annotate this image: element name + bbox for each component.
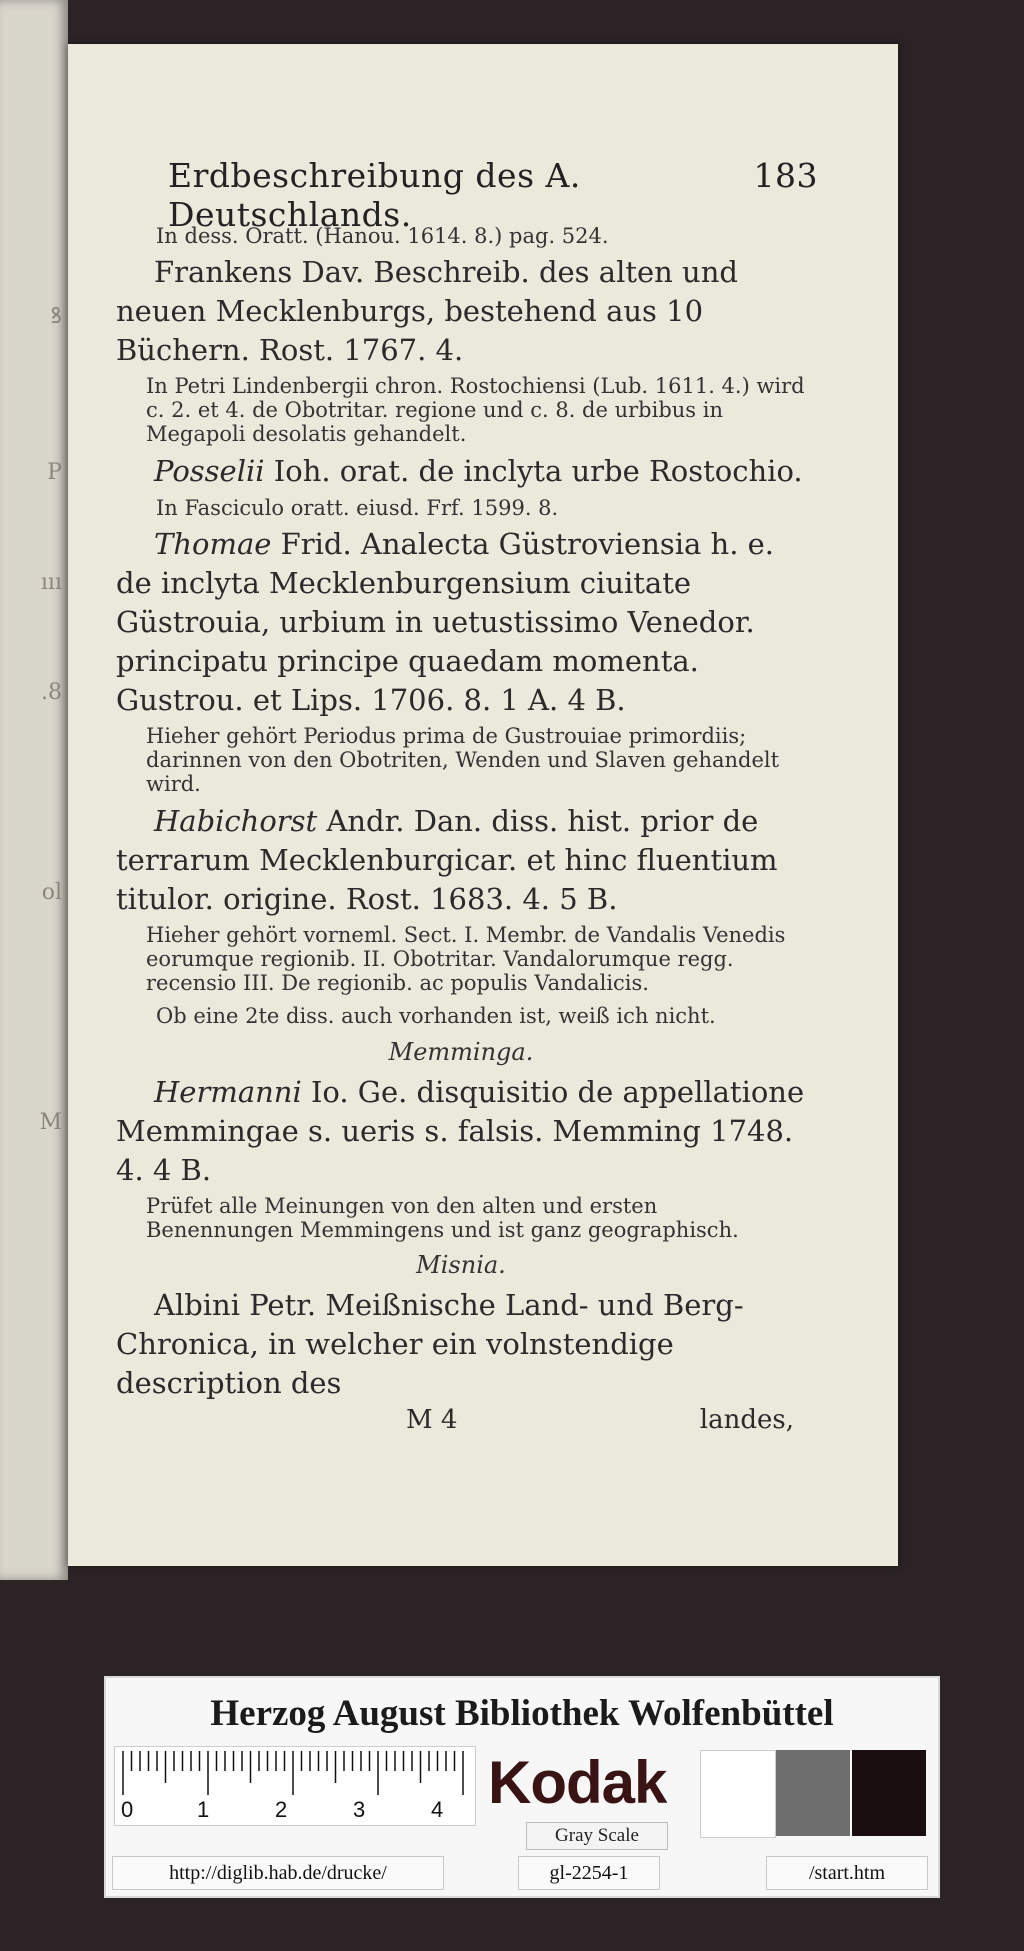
color-target-bar (104, 1676, 940, 1898)
page-number: 183 (753, 156, 818, 195)
book-page (68, 44, 898, 1566)
entry-author: Thomae (154, 527, 272, 561)
ruler-number: 0 (121, 1797, 134, 1822)
entry-text: Andr. Dan. diss. hist. prior de terrarum Mecklenburgicar. et hinc fluentium titulor. origine. Rost. 1683. 4. 5 B. (116, 804, 778, 916)
entry-note: In Petri Lindenbergii chron. Rostochiensi (Lub. 1611. 4.) wird c. 2. et 4. de Obotritar. regione und c. 8. de urbibus in Megapoli desolatis gehandelt. (146, 374, 805, 446)
entry-reference: In dess. Oratt. (Hanou. 1614. 8.) pag. 524. (156, 224, 609, 248)
ghost-text: .8 (41, 680, 62, 705)
entry-author: Habichorst (154, 804, 318, 838)
entry-text: Io. Ge. disquisitio de appellatione Memmingae s. ueris s. falsis. Memming 1748. 4. 4 B. (116, 1075, 805, 1187)
bibliography-entry (116, 452, 806, 491)
section-heading: Memminga. (388, 1038, 534, 1066)
entry-note: Hieher gehört vorneml. Sect. I. Membr. de Vandalis Venedis eorumque regionib. II. Obotritar. Vandalorumque regg. recensio III. De regionib. ac populis Vandalicis. (146, 923, 786, 995)
left-page-edge (0, 0, 68, 1580)
bibliography-entry (116, 1073, 806, 1190)
entry-reference: In Fasciculo oratt. eiusd. Frf. 1599. 8. (156, 496, 559, 520)
ruler-number: 1 (197, 1797, 210, 1822)
ghost-text: P (47, 460, 62, 485)
bibliography-entry (116, 802, 806, 919)
ruler-number: 4 (431, 1797, 444, 1822)
page-body (116, 219, 806, 1435)
entry-author: Posselii (154, 454, 265, 488)
entry-reference: Ob eine 2te diss. auch vorhanden ist, weiß ich nicht. (156, 1004, 716, 1028)
entry-text: Ioh. orat. de inclyta urbe Rostochio. (264, 454, 803, 488)
bibliography-entry (116, 525, 806, 720)
ghost-text: M (39, 1110, 62, 1135)
kodak-logo: Kodak (488, 1749, 667, 1816)
bibliography-entry: Albini Petr. Meißnische Land- und Berg-Chronica, in welcher ein volnstendige description des (116, 1288, 744, 1400)
entry-note: Hieher gehört Periodus prima de Gustrouiae primordiis; darinnen von den Obotriten, Wenden und Slaven gehandelt wird. (146, 724, 780, 796)
gray-scale-label: Gray Scale (526, 1822, 668, 1850)
ghost-text: ꝸ (50, 304, 62, 329)
start-link[interactable]: /start.htm (766, 1856, 928, 1890)
ruler-number: 3 (353, 1797, 366, 1822)
catchword: landes, (699, 1405, 794, 1435)
entry-author: Hermanni (154, 1075, 302, 1109)
black-patch (852, 1750, 926, 1836)
ghost-text: ol (41, 880, 62, 905)
gray-patch (776, 1750, 850, 1836)
bibliography-entry: Frankens Dav. Beschreib. des alten und neuen Mecklenburgs, bestehend aus 10 Büchern. Rost. 1767. 4. (116, 255, 738, 367)
entry-text: Frid. Analecta Güstroviensia h. e. de inclyta Mecklenburgensium ciuitate Güstrouia, urbium in uetustissimo Venedor. principatu principe quaedam momenta. Gustrou. et Lips. 1706. 8. 1 A. 4 B. (116, 527, 775, 717)
library-name: Herzog August Bibliothek Wolfenbüttel (210, 1693, 834, 1734)
section-heading: Misnia. (416, 1251, 506, 1279)
ruler-ticks (121, 1751, 469, 1795)
entry-note: Prüfet alle Meinungen von den alten und ersten Benennungen Memmingens und ist ganz geographisch. (146, 1194, 739, 1242)
header-title: Erdbeschreibung des A. Deutschlands. (168, 156, 581, 234)
shelfmark-label: gl-2254-1 (518, 1856, 660, 1890)
ruler-number: 2 (275, 1797, 288, 1822)
url-link[interactable]: http://diglib.hab.de/drucke/ (112, 1856, 444, 1890)
scale-ruler (114, 1746, 476, 1826)
ghost-text: ııı (40, 570, 62, 595)
white-patch (700, 1750, 776, 1838)
signature-mark: M 4 (406, 1405, 458, 1435)
catchline (116, 1405, 806, 1435)
